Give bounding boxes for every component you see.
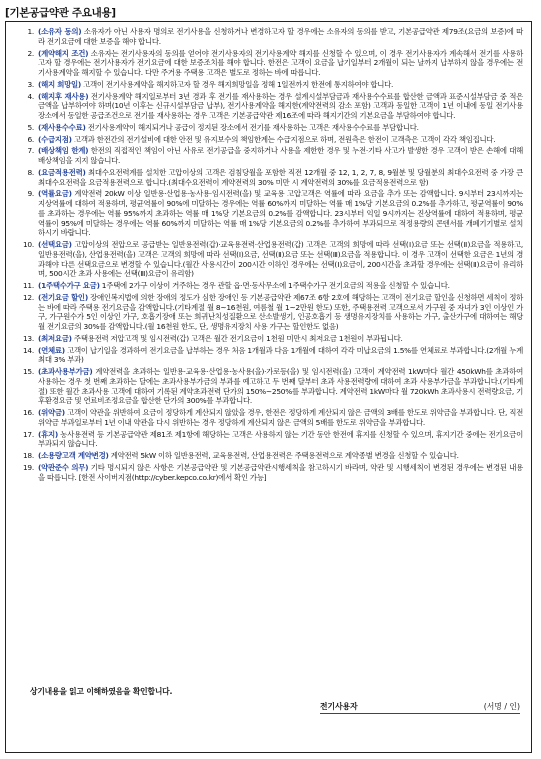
- term-text: 고객과 한전간의 전기설비에 대한 안전 및 유지보수의 책임한계는 수급지점으로 하며, 전원측은 한전이 고객측은 고객이 각각 책임집니다.: [71, 134, 496, 144]
- term-number: 17.: [22, 429, 34, 439]
- term-heading: (해지후 재사용): [38, 91, 89, 101]
- term-body: [38, 49, 523, 78]
- term-text: 전기사용계약이 해지되거나 공급이 정지된 장소에서 전기를 재사용하는 고객은 재사용수수료를 부담합니다.: [85, 122, 419, 132]
- term-item: [14, 27, 523, 47]
- term-item: [14, 293, 523, 332]
- term-number: 19.: [22, 462, 34, 472]
- term-body: [38, 123, 523, 133]
- term-number: 7.: [27, 146, 34, 156]
- term-heading: (연체료): [38, 345, 65, 355]
- term-body: [38, 92, 523, 121]
- term-number: 9.: [27, 189, 34, 199]
- term-text: 고객이 납기일을 경과하여 전기요금을 납부하는 경우 처음 1개월과 다음 1개월에 대하여 각각 미납요금의 1.5%를 연체료로 부과합니다.(2개월 누계 최대 3% 부과): [38, 345, 523, 365]
- term-heading: (선택요금): [38, 240, 72, 249]
- term-text: 전기사용계약 해지일로부터 3년 경과 후 전기를 재사용하는 경우 설계시설부담금과 재사용수수료를 합산한 금액과 표준시설부담금 중 적은 금액을 납부하여야 하며(10년 이후는 신규시설부담금 납부), 전기사용계약을 해지한(계약전력의 감소 포함) 고객과 동일한 고객이 1년 이내에 동일 전기사용장소에서 동일한 공급조건으로 전기를 재사용하는 경우 고객은 기본공급약관 제16조에 따라 해지기간의 기본요금을 부담하여야 합니다.: [38, 91, 524, 120]
- term-text: 1주택에 2가구 이상이 거주하는 경우 관할 읍·면·동사무소에 1주택수가구 전기요금의 적용을 신청할 수 있습니다.: [99, 281, 450, 290]
- term-text: 최대수요전력계를 설치한 고압이상의 고객은 검침당월을 포함한 직전 12개월 중 12, 1, 2, 7, 8, 9월분 및 당월분의 최대수요전력 중 가장 큰 최대수요전력을 요금적용전력으로 합니다.(최대수요전력이 계약전력의 30% 미만 시 계약전력의 30%를 요금적용전력으로 함): [38, 167, 523, 187]
- term-number: 18.: [22, 451, 34, 460]
- term-item: [14, 451, 523, 461]
- terms-box: [5, 21, 532, 753]
- signature-label: 전기사용자: [320, 702, 358, 711]
- term-body: [38, 189, 523, 238]
- term-body: [38, 408, 523, 428]
- term-text: 소유자가 아닌 사용자 명의로 전기사용을 신청하거나 변경하고자 할 경우에는 소유자의 동의를 받고, 기본공급약관 제79조(요금의 보증)에 따라 전기요금에 대한 보증을 해야 합니다.: [38, 27, 524, 46]
- term-body: [38, 281, 523, 291]
- term-heading: (소유자 동의): [38, 27, 82, 36]
- term-item: [14, 80, 523, 90]
- term-body: [38, 346, 523, 366]
- term-text: 한전의 직접적인 책임이 아닌 사유로 전기공급을 중지하거나 사용을 제한한 경우 및 누전·기타 사고가 발생한 경우 고객이 받은 손해에 대해 배상책임을 지지 않습니다.: [38, 146, 523, 165]
- term-item: [14, 281, 523, 291]
- page-title: [기본공급약관 주요내용]: [5, 7, 116, 19]
- term-body: [38, 451, 523, 461]
- term-body: [38, 168, 523, 188]
- term-heading: (해지 희망일): [38, 79, 82, 89]
- term-body: [38, 135, 523, 145]
- term-number: 14.: [22, 345, 34, 355]
- term-body: [38, 430, 523, 450]
- term-heading: (배상책임 한계): [38, 146, 89, 156]
- term-number: 6.: [27, 134, 34, 144]
- term-item: [14, 463, 523, 483]
- term-item: [14, 189, 523, 238]
- term-item: [14, 146, 523, 166]
- term-number: 1.: [27, 27, 34, 36]
- term-heading: (최저요금): [38, 333, 72, 343]
- term-item: [14, 240, 523, 279]
- term-body: [38, 293, 523, 332]
- term-body: [38, 146, 523, 166]
- term-number: 11.: [22, 281, 34, 290]
- term-text: 고객이 전기사용계약을 해지하고자 할 경우 해지희망일을 정해 1일전까지 한전에 통지하여야 합니다.: [81, 79, 394, 89]
- term-item: [14, 135, 523, 145]
- term-heading: (계약해지 조건): [38, 48, 89, 58]
- term-number: 8.: [27, 167, 34, 177]
- term-number: 10.: [22, 240, 34, 249]
- term-heading: (소용량고객 계약변경): [38, 451, 109, 460]
- term-number: 12.: [22, 292, 34, 302]
- signature-row: [320, 701, 520, 712]
- term-body: [38, 463, 523, 483]
- term-item: [14, 49, 523, 78]
- term-text: 계약전력을 초과하는 일반용·교육용·산업용·농사용(을)·가로등(을) 및 임시전력(을) 고객이 계약전력 1kW마다 월간 450kWh를 초과하여 사용하는 경우 첫 번째 초과하는 달에는 초과사용부가금의 부과를 예고하고 두 번째 달부터 초과 사용전력량에 대하여 초과 사용부가금을 부과합니다.(기타계절) 또한 월간 초과사용 고객에 대하여 기록된 계약초과전력 단가의 150%~250%를 부과합니다. 계약전력 1kW마다 월 720kWh 초과사용시 전력량요금, 기후환경요금 및 연료비조정요금을 합산한 단가의 300%를 부과합니다.: [38, 367, 523, 406]
- term-item: [14, 430, 523, 450]
- term-heading: (요금적용전력): [38, 167, 86, 177]
- term-heading: (1주택수가구 요금): [38, 281, 100, 290]
- term-item: [14, 346, 523, 366]
- term-body: [38, 27, 523, 47]
- term-text: 기타 명시되지 않은 사항은 기본공급약관 및 기본공급약관시행세칙을 참고하시기 바라며, 약관 및 시행세칙이 변경된 경우에는 변경된 내용을 따릅니다. [한전 사이버지점(http://cyber.kepco.co.kr)에서 확인 가능]: [38, 462, 523, 482]
- term-text: 농사용전력 등 기본공급약관 제81조 제1항에 해당하는 고객은 사용하지 않는 기간 동안 한전에 휴지를 신청할 수 있으며, 휴지기간 중에는 전기요금이 부과되지 않습니다.: [38, 429, 523, 449]
- term-text: 장애인복지법에 의한 장애의 정도가 심한 장애인 등 기본공급약관 제67조 6항 2호에 해당하는 고객이 전기요금 할인을 신청하면 세칙이 정하는 바에 따라 주택용 전기요금을 감액합니다.(기타계절 월 8~16천원, 여름철 월 1~2만원 한도) 또한, 주택용전력 고객으로서 가구원 중 자녀가 3인 이상인 가구, 가구원수가 5인 이상인 가구, 호흡기장애 또는 희귀난치성질환으로 산소발생기, 인공호흡기 등 생명유지장치를 사용하는 가구, 출산가구에 대하여는 해당월 전기요금의 30%를 감액합니다.(월 16천원 한도, 단, 생명유지장치 사용 가구는 할인한도 없음): [38, 292, 524, 331]
- term-body: [38, 80, 523, 90]
- term-heading: (휴지): [38, 429, 59, 439]
- term-number: 4.: [27, 91, 34, 101]
- term-number: 13.: [22, 333, 34, 343]
- term-item: [14, 367, 523, 406]
- term-item: [14, 408, 523, 428]
- term-number: 5.: [27, 122, 34, 132]
- term-heading: (재사용수수료): [38, 122, 86, 132]
- term-item: [14, 168, 523, 188]
- term-heading: (역률요금): [38, 189, 72, 199]
- term-body: [38, 240, 523, 279]
- term-number: 2.: [27, 48, 34, 58]
- term-heading: (전기요금 할인): [38, 292, 88, 302]
- term-body: [38, 334, 523, 344]
- term-heading: (초과사용부가금): [38, 367, 93, 376]
- terms-list: [6, 22, 531, 482]
- term-number: 3.: [27, 79, 34, 89]
- term-text: 계약전력 20kW 이상 일반용·산업용·농사용·임시전력(을) 및 교육용 고압고객은 역률에 따라 요금을 추가 또는 감액합니다. 9시부터 23시까지는 지상역률에 대하여 적용하며, 평균역률이 90%에 미달하는 경우에는 역률 60%까지 미달하는 역률 매 1%당 기본요금의 0.2%를 추가하고, 평균역률이 90%를 초과하는 경우에는 역률 95%까지 초과하는 역률 매 1%당 기본요금의 0.2%를 감액합니다. 23시부터 익일 9시까지는 진상역률에 대하여 적용하며, 평균역률이 95%에 미달하는 경우에는 역률 60%까지 미달하는 역률 매 1%당 기본요금의 0.2%를 추가하여 부과되므로 적정용량의 콘덴서를 개폐기기별로 설치하시기 바랍니다.: [38, 189, 523, 238]
- confirm-statement: 상기내용을 읽고 이해하였음을 확인합니다.: [30, 687, 173, 696]
- term-heading: (위약금): [38, 408, 65, 417]
- term-body: [38, 367, 523, 406]
- term-item: [14, 92, 523, 121]
- signature-line: [320, 713, 520, 714]
- term-heading: (약관준수 의무): [38, 462, 89, 472]
- term-item: [14, 123, 523, 133]
- term-number: 16.: [22, 408, 34, 417]
- term-number: 15.: [22, 367, 34, 376]
- term-heading: (수급지점): [38, 134, 72, 144]
- term-item: [14, 334, 523, 344]
- signature-note: (서명 / 인): [483, 702, 520, 711]
- term-text: 계약전력 5kW 이하 일반용전력, 교육용전력, 산업용전력은 주택용전력으로 계약종별 변경을 신청할 수 있습니다.: [108, 451, 459, 460]
- term-text: 고압이상의 전압으로 공급받는 일반용전력(갑)·교육용전력·산업용전력(갑) 고객은 고객의 희망에 따라 선택(Ⅰ)요금 또는 선택(Ⅱ)요금을 적용하고, 일반용전력(을), 산업용전력(을) 고객은 고객의 희망에 따라 선택(Ⅰ)요금, 선택(Ⅱ)요금 또는 선택(Ⅲ)요금을 적용합니다. 이 경우 고객이 선택한 요금은 1년의 경과해야 다른 선택요금으로 변경할 수 있습니다.(월간 사용시간이 200시간 이하인 경우에는 선택(Ⅰ)요금이, 200시간을 초과할 경우에는 선택(Ⅱ)요금이 유리하며, 500시간 초과 사용에는 선택(Ⅲ)요금이 유리함): [38, 240, 523, 279]
- term-text: 소유자는 전기사용자의 동의를 얻어야 전기사용자의 전기사용계약 해지를 신청할 수 있으며, 이 경우 전기사용자가 계속해서 전기를 사용하고자 할 경우에는 전기사용자가 전기요금에 대한 보증조치를 해야 합니다. 한전은 고객이 요금을 납기일부터 2개월이 되는 날까지 납부하지 않을 경우에는 전기사용계약을 해지할 수 있습니다. 다만 주거용 주택용 고객은 별도로 정하는 바에 따릅니다.: [38, 48, 523, 77]
- term-text: 고객이 약관을 위반하여 요금이 정당하게 계산되지 않았을 경우, 한전은 정당하게 계산되지 않은 금액의 3배를 한도로 위약금을 부과합니다. 단, 직전 위약금 부과일로부터 1년 이내 약관을 다시 위반하는 경우 정당하게 계산되지 않은 금액의 5배를 한도로 위약금을 부과합니다.: [38, 408, 523, 427]
- term-text: 주택용전력 저압고객 및 임시전력(갑) 고객은 월간 전기요금이 1천원 미만시 최저요금 1천원이 부과됩니다.: [71, 333, 403, 343]
